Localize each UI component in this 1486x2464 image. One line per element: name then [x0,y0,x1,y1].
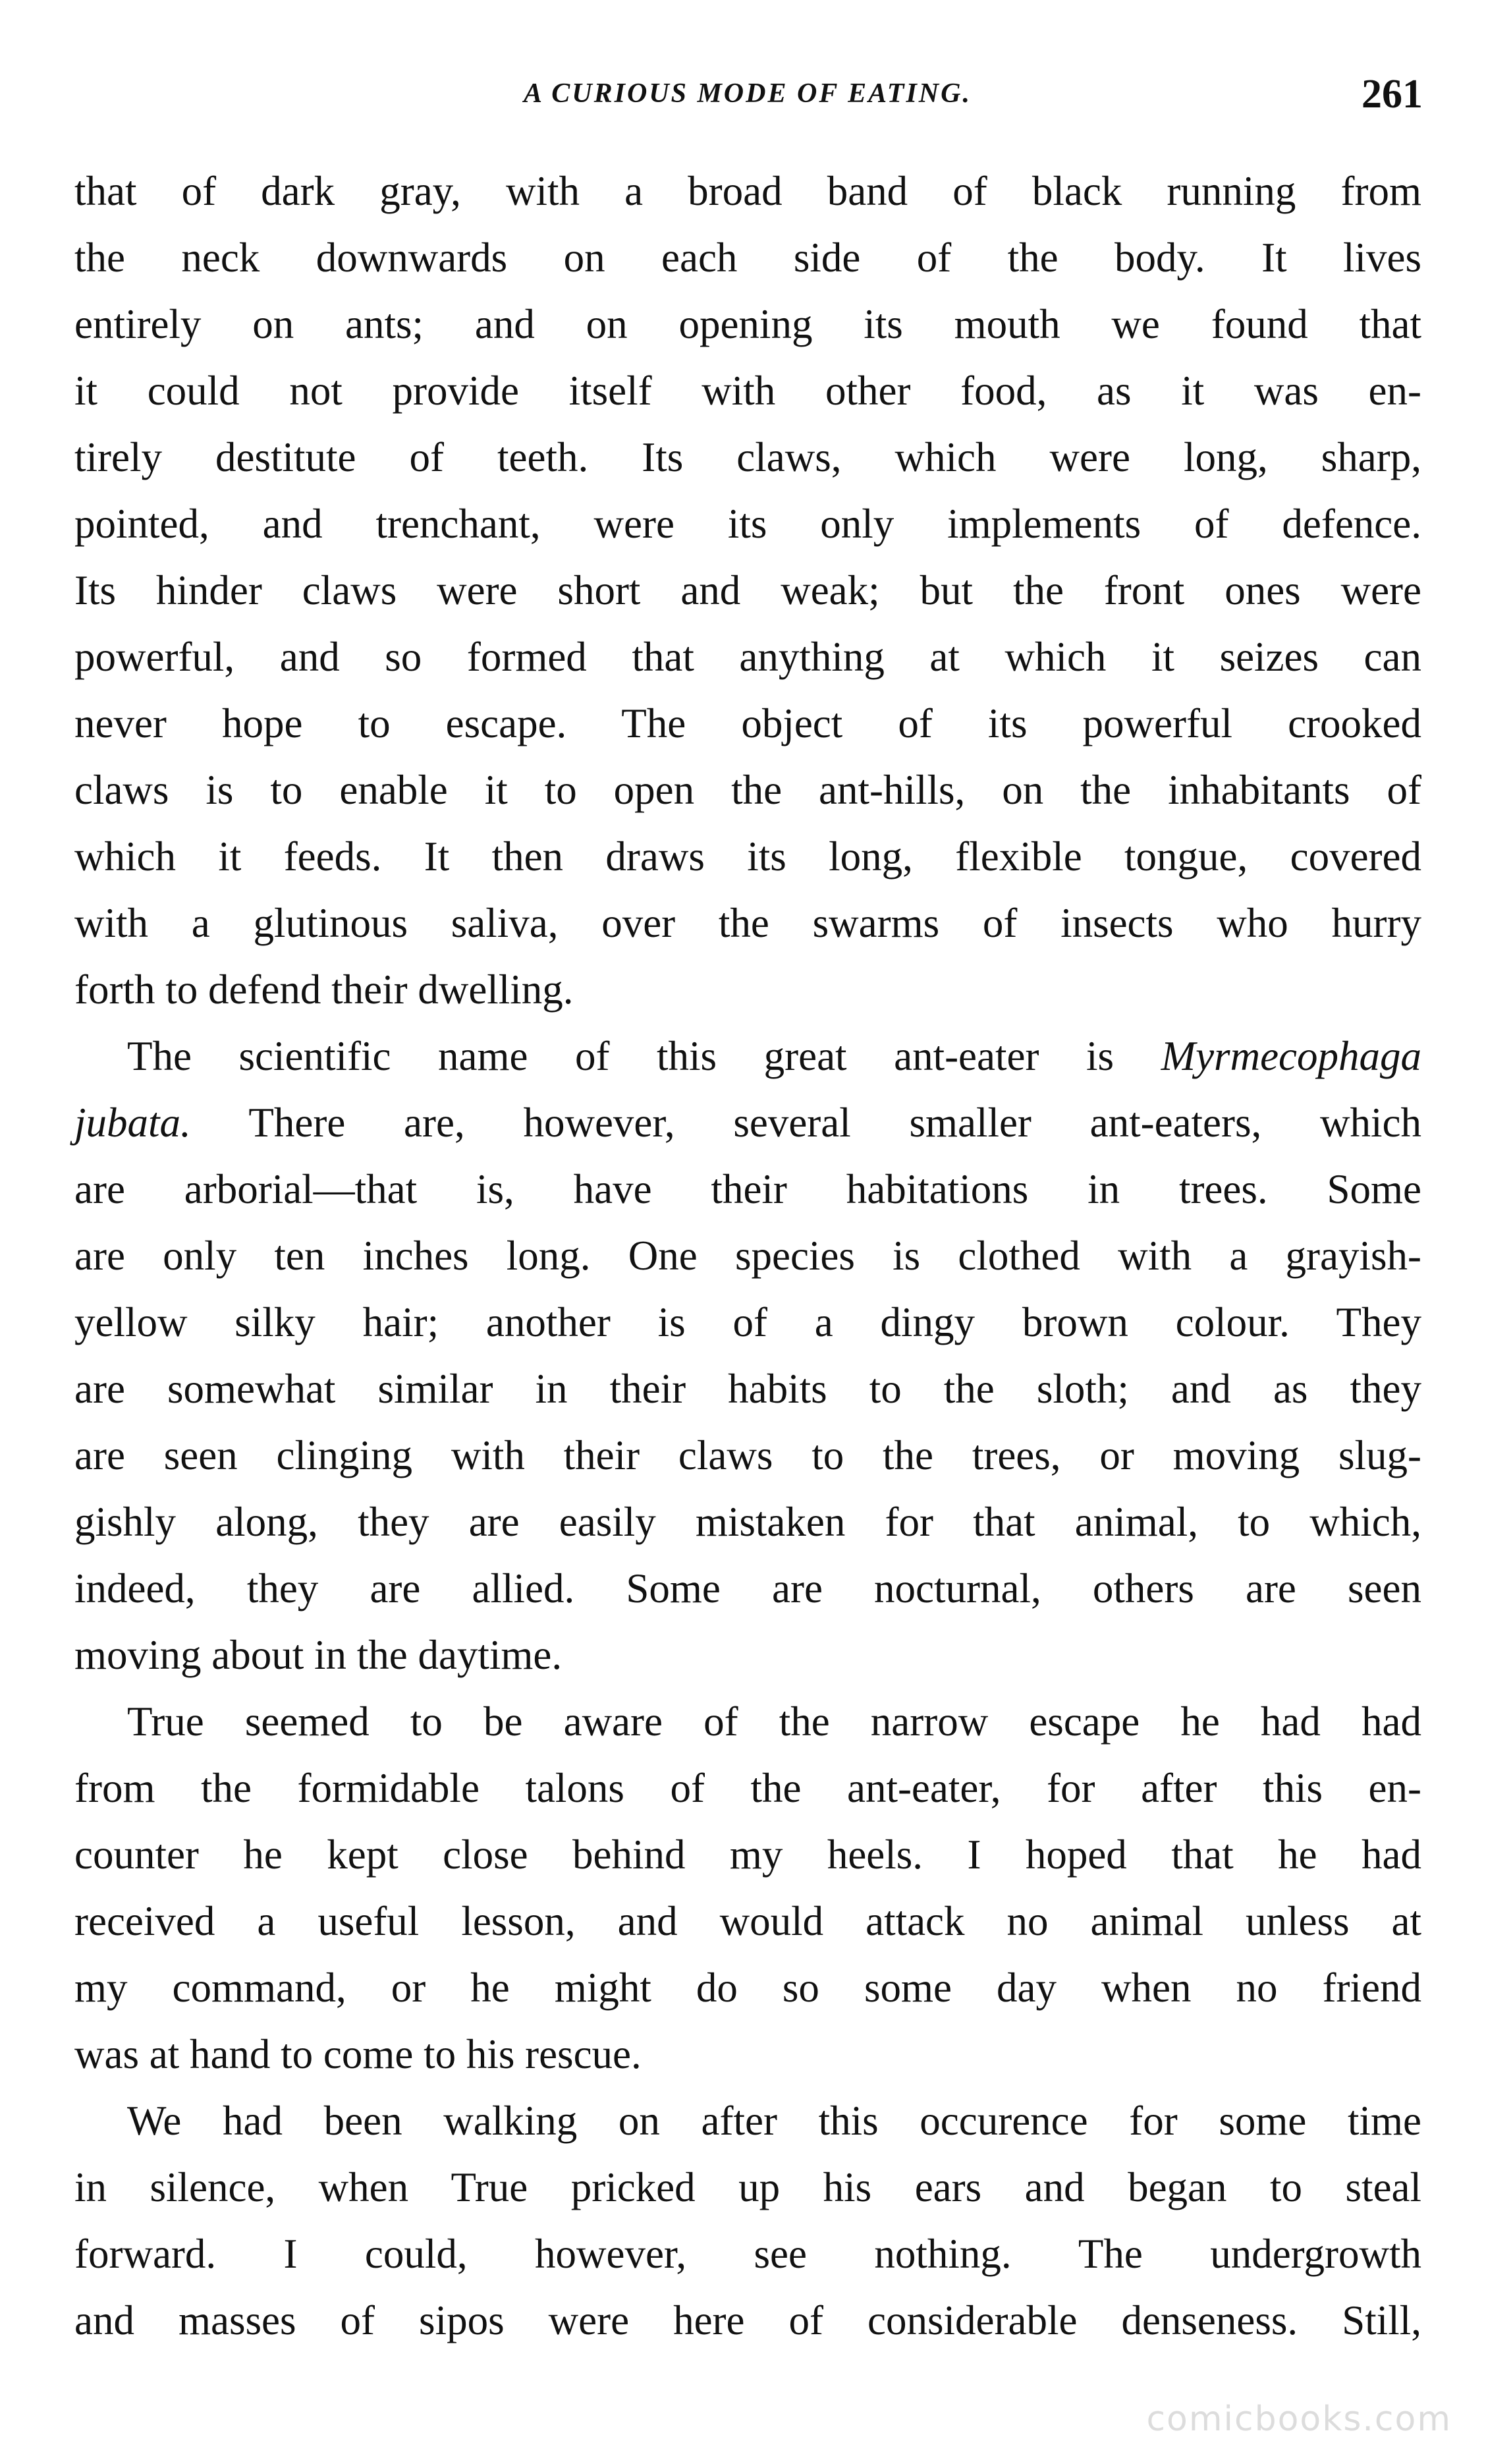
text-line: entirely on ants; and on opening its mouth we found that [74,301,1421,347]
text-run: The scientific name of this great ant-eater is [127,1033,1114,1079]
text-line: from the formidable talons of the ant-eater, for after this en- [74,1765,1421,1811]
text-line: moving about in the daytime. [74,1632,563,1678]
text-line: the neck downwards on each side of the body. It lives [74,235,1421,281]
watermark: comicbooks.com [1146,2399,1452,2439]
text-line: Its hinder claws were short and weak; but the front ones were [74,567,1421,613]
text-line: that of dark gray, with a broad band of black running from [74,168,1421,214]
paragraph-4 [74,2088,1421,2354]
text-line: claws is to enable it to open the ant-hills, on the inhabitants of [74,767,1421,813]
paragraph-3 [74,1689,1421,2088]
running-head [72,71,1423,130]
text-line: received a useful lesson, and would attack no animal unless at [74,1898,1421,1944]
page-number: 261 [1362,72,1423,117]
text-line: counter he kept close behind my heels. I hoped that he had [74,1832,1421,1878]
text-line: never hope to escape. The object of its powerful crooked [74,700,1421,746]
running-title: A CURIOUS MODE OF EATING. [524,78,972,109]
text-line: with a glutinous saliva, over the swarms of insects who hurry [74,900,1421,946]
text-line: pointed, and trenchant, were its only implements of defence. [74,501,1421,547]
text-line: tirely destitute of teeth. Its claws, which were long, sharp, [74,434,1421,480]
text-line: are somewhat similar in their habits to the sloth; and as they [74,1366,1421,1412]
text-line: are only ten inches long. One species is clothed with a grayish- [74,1233,1421,1279]
text-line: yellow silky hair; another is of a dingy brown colour. They [74,1299,1421,1345]
scientific-name: Myrmecophaga [1161,1033,1421,1079]
text-line: gishly along, they are easily mistaken for that animal, to which, [74,1499,1421,1545]
scientific-name: jubata. [74,1100,191,1146]
text-line: and masses of sipos were here of considerable denseness. Still, [74,2297,1421,2343]
text-run: There are, however, several smaller ant-eaters, which [248,1100,1421,1146]
text-line: forward. I could, however, see nothing. The undergrowth [74,2231,1421,2277]
text-line: was at hand to come to his rescue. [74,2031,642,2077]
text-line: my command, or he might do so some day when no friend [74,1965,1421,2011]
text-line: are seen clinging with their claws to the trees, or moving slug- [74,1432,1421,1478]
text-line: We had been walking on after this occurence for some time [127,2098,1421,2144]
text-line: True seemed to be aware of the narrow escape he had had [127,1698,1421,1745]
paragraph-2 [74,1023,1421,1689]
text-line: powerful, and so formed that anything at which it seizes can [74,634,1421,680]
text-line: indeed, they are allied. Some are nocturnal, others are seen [74,1565,1421,1611]
paragraph-1 [74,158,1421,1023]
text-line: are arborial—that is, have their habitations in trees. Some [74,1166,1421,1212]
body-text [74,158,1421,2354]
text-line [74,1090,1421,1156]
text-line: it could not provide itself with other food, as it was en- [74,368,1421,414]
text-line: in silence, when True pricked up his ears and began to steal [74,2164,1421,2210]
text-line [74,1023,1421,1090]
text-line: which it feeds. It then draws its long, flexible tongue, covered [74,833,1421,880]
text-line: forth to defend their dwelling. [74,966,574,1013]
